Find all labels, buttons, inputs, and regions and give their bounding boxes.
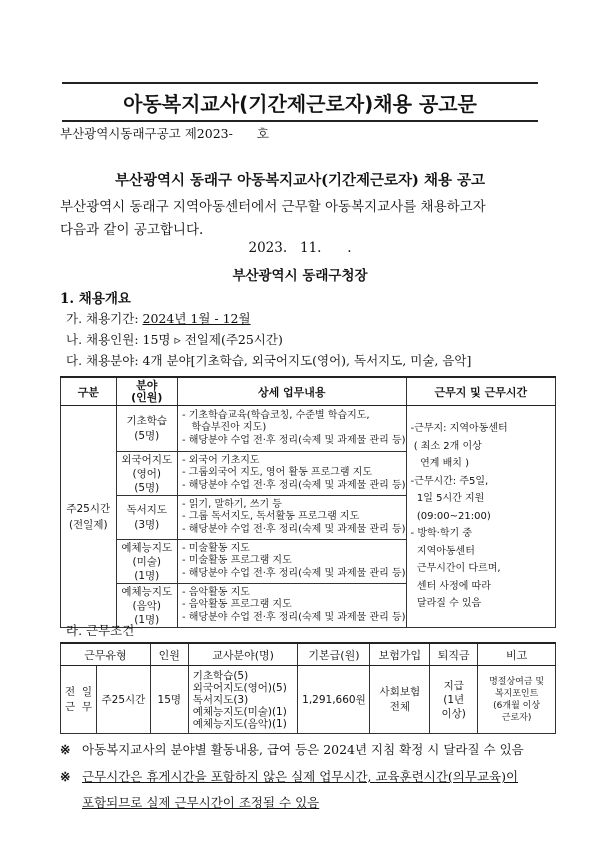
remarks-line: 복지포인트 — [494, 688, 539, 699]
hours-line: 1일 5시간 지원 — [410, 493, 485, 505]
item-period-label: 가. 채용기간: — [66, 311, 143, 326]
item-headcount — [66, 330, 283, 348]
hours-line: -근무시간: 주5일, — [410, 475, 489, 487]
field-line: (5명) — [134, 481, 160, 494]
header-field-line-2: (인원) — [131, 390, 163, 404]
category-line-2: (전일제) — [68, 518, 108, 531]
hours-line: ( 최소 2개 이상 — [410, 440, 482, 452]
note-2-line-1: 근무시간은 휴게시간을 포함하지 않은 실제 업무시간, 교육훈련시간(의무교육)이 — [82, 769, 519, 784]
severance-cell — [430, 666, 478, 734]
field-line: 외국어지도(영어)(5) — [192, 681, 287, 694]
note-2-line-2: 포함되므로 실제 근무시간이 조정될 수 있음 — [82, 795, 320, 810]
notice-number — [60, 124, 269, 142]
section-1-heading: 1. 채용개요 — [60, 291, 131, 307]
duty-line: - 외국어 기초지도 — [181, 454, 260, 466]
item-conditions: 라. 근무조건 — [66, 623, 135, 638]
note-mark: ※ — [60, 769, 71, 784]
hours-line: 근무시간이 다르며, — [410, 563, 501, 575]
salary-cell: 1,291,660원 — [298, 666, 370, 734]
header-severance: 퇴직금 — [430, 643, 478, 666]
duty-line: - 해당분야 수업 전·후 정리(숙제 및 과제물 관리 등) — [181, 611, 406, 623]
field-cell — [116, 452, 177, 496]
remarks-line: 명절상여금 및 — [489, 676, 545, 687]
header-field-line-1: 분야 — [136, 378, 158, 392]
insurance-line: 사회보험 — [379, 685, 421, 698]
header-count: 인원 — [150, 643, 188, 666]
intro-line-1: 부산광역시 동래구 지역아동센터에서 근무할 아동복지교사를 채용하고자 — [60, 199, 486, 215]
header-category: 구분 — [61, 377, 117, 406]
work-type-cell — [61, 666, 97, 734]
notice-suffix: 호 — [256, 126, 269, 141]
insurance-line: 전체 — [389, 700, 410, 713]
duty-line: - 해당분야 수업 전·후 정리(숙제 및 과제물 관리 등) — [181, 479, 406, 491]
duty-table-header — [61, 377, 556, 406]
duty-line: - 해당분야 수업 전·후 정리(숙제 및 과제물 관리 등) — [181, 567, 406, 579]
field-line: 예체능지도 — [121, 585, 173, 598]
work-type-char: 일 — [81, 685, 92, 698]
item-period-value: 2024년 1월 - 12월 — [142, 311, 251, 326]
header-hours: 근무지 및 근무시간 — [406, 377, 555, 406]
work-type-char: 무 — [81, 700, 92, 713]
work-type-line — [61, 685, 96, 700]
field-line: (3명) — [134, 518, 160, 531]
announcement-heading: 부산광역시 동래구 아동복지교사(기간제근로자) 채용 공고 — [114, 172, 486, 189]
duty-cell — [177, 496, 406, 540]
duty-line: - 해당분야 수업 전·후 정리(숙제 및 과제물 관리 등) — [181, 523, 406, 535]
title-box — [62, 82, 538, 122]
header-teacher-fields: 교사분야(명) — [188, 643, 298, 666]
conditions-table — [60, 642, 556, 734]
conditions-header — [61, 643, 556, 666]
count-cell: 15명 — [150, 666, 188, 734]
field-line: 예체능지도 — [121, 541, 173, 554]
duty-line: - 그룹외국어 지도, 영어 활동 프로그램 지도 — [181, 467, 373, 479]
intro-line-2: 다음과 같이 공고합니다. — [60, 222, 204, 238]
duty-line: 학습부진아 지도) — [181, 422, 267, 434]
category-line-1: 주25시간 — [66, 502, 111, 515]
field-cell — [116, 496, 177, 540]
hours-line: 연계 배치 ) — [410, 458, 469, 470]
field-cell — [116, 540, 177, 584]
hours-line: 지역아동센터 — [410, 545, 475, 557]
hours-line: 센터 사정에 따라 — [410, 580, 491, 592]
duty-line: - 미술활동 지도 — [181, 542, 250, 554]
field-line: 예체능지도(미술)(1) — [192, 705, 287, 718]
field-line: (1명) — [134, 569, 160, 582]
item-headcount-value: 15명 ▹ 전일제(주25시간) — [142, 332, 283, 347]
header-salary: 기본급(원) — [298, 643, 370, 666]
duty-line: - 그룹 독서지도, 독서활동 프로그램 지도 — [181, 511, 360, 523]
category-cell — [61, 406, 117, 628]
field-line: (음악) — [132, 599, 161, 612]
remarks-line: 근로자) — [501, 712, 532, 723]
table-row — [61, 406, 556, 452]
item-fields: 다. 채용분야: 4개 분야[기초학습, 외국어지도(영어), 독서지도, 미술, 음악] — [66, 353, 472, 368]
duty-line: - 기초학습교육(학습코칭, 수준별 학습지도, — [181, 409, 370, 421]
document-title: 아동복지교사(기간제근로자)채용 공고문 — [123, 91, 477, 116]
field-line: (미술) — [132, 555, 161, 568]
severance-line: (1년 — [443, 693, 465, 706]
header-field — [116, 377, 177, 406]
insurance-cell — [370, 666, 430, 734]
duty-line: - 미술활동 프로그램 지도 — [181, 555, 292, 567]
hours-line: 달라질 수 있음 — [410, 598, 482, 610]
work-type-line — [61, 700, 96, 715]
note-mark: ※ — [60, 742, 71, 757]
hours-line: - 방학·학기 중 — [410, 528, 472, 540]
work-hours-cell: 주25시간 — [96, 666, 150, 734]
duty-cell — [177, 406, 406, 452]
remarks-cell — [478, 666, 556, 734]
field-line: 기초학습 — [126, 414, 168, 427]
duty-cell — [177, 540, 406, 584]
header-remarks: 비고 — [478, 643, 556, 666]
teacher-fields-cell — [188, 666, 298, 734]
issuer: 부산광역시 동래구청장 — [232, 268, 368, 284]
table-row — [61, 666, 556, 734]
hours-cell — [406, 406, 555, 628]
work-type-char: 근 — [64, 700, 76, 713]
field-line: (1명) — [134, 613, 160, 626]
duty-line: - 읽기, 말하기, 쓰기 등 — [181, 498, 282, 510]
item-period — [66, 309, 251, 327]
header-insurance: 보험가입 — [370, 643, 430, 666]
hours-line: -근무지: 지역아동센터 — [410, 423, 508, 435]
note-1-text: 아동복지교사의 분야별 활동내용, 급여 등은 2024년 지침 확정 시 달라질 수 있음 — [82, 742, 524, 757]
item-headcount-label: 나. 채용인원: — [66, 332, 143, 347]
field-line: (5명) — [134, 429, 160, 442]
field-line: 독서지도 — [126, 503, 168, 516]
duty-cell — [177, 452, 406, 496]
field-line: 외국어지도 — [121, 453, 173, 466]
duty-table — [60, 376, 556, 628]
severance-line: 지급 — [443, 679, 464, 692]
announcement-date: 2023. 11. . — [248, 240, 352, 256]
duty-cell — [177, 584, 406, 628]
duty-line: - 음악활동 프로그램 지도 — [181, 599, 292, 611]
work-type-char: 전 — [64, 685, 76, 698]
header-work-type: 근무유형 — [61, 643, 151, 666]
hours-line: (09:00~21:00) — [410, 510, 491, 522]
field-line: 독서지도(3) — [192, 693, 249, 706]
field-line: (영어) — [132, 467, 161, 480]
severance-line: 이상) — [441, 707, 466, 720]
duty-line: - 음악활동 지도 — [181, 586, 250, 598]
intro-paragraph — [60, 196, 550, 242]
field-line: 예체능지도(음악)(1) — [192, 717, 287, 730]
field-line: 기초학습(5) — [192, 669, 249, 682]
notice-number-text: 부산광역시동래구공고 제2023- — [60, 126, 233, 141]
duty-line: - 해당분야 수업 전·후 정리(숙제 및 과제물 관리 등) — [181, 434, 406, 446]
note-1 — [60, 740, 524, 758]
note-2-continued — [82, 793, 319, 811]
remarks-line: (6개월 이상 — [493, 700, 541, 711]
field-cell — [116, 406, 177, 452]
note-2 — [60, 767, 518, 785]
header-duties: 상세 업무내용 — [177, 377, 406, 406]
